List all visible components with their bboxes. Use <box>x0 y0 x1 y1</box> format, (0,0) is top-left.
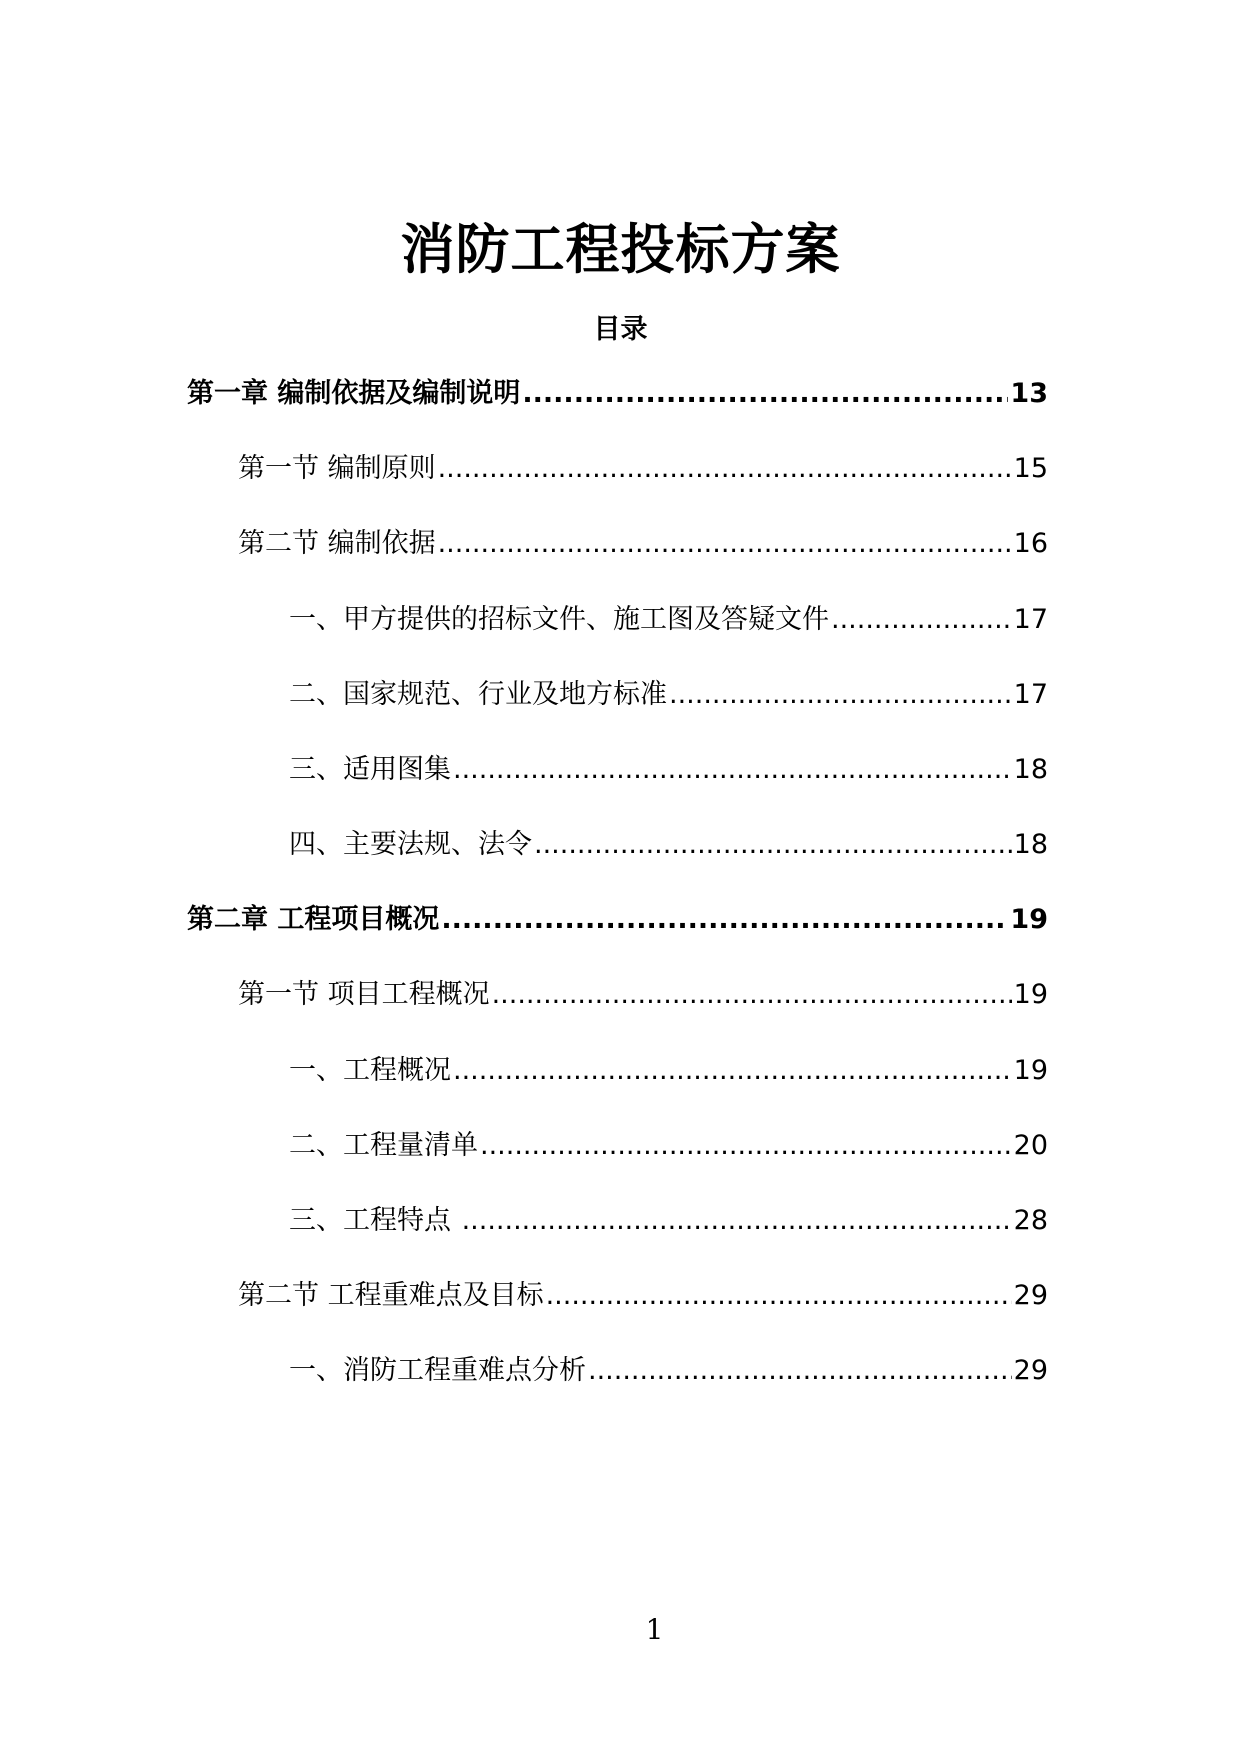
toc-entry-subsection[interactable] <box>0 1351 1048 1391</box>
toc-entry-section[interactable] <box>0 449 1048 489</box>
toc-entry-page: 15 <box>1013 453 1048 484</box>
toc-entry-subsection[interactable] <box>0 1201 1048 1241</box>
toc-entry-chapter[interactable] <box>0 374 1048 414</box>
toc-entry-subsection[interactable] <box>0 1051 1048 1091</box>
toc-entry-label: 第一节 编制原则 <box>238 453 436 484</box>
toc-entry-subsection[interactable] <box>0 675 1048 715</box>
toc-leader-dots <box>438 449 1012 489</box>
toc-leader-dots <box>441 900 1008 940</box>
toc-entry-label: 第一节 项目工程概况 <box>238 979 490 1010</box>
toc-entry-label: 第二节 编制依据 <box>238 528 436 559</box>
toc-entry-page: 17 <box>1013 679 1048 710</box>
toc-entry-page: 17 <box>1013 604 1048 635</box>
page-number: 1 <box>645 1613 664 1646</box>
toc-leader-dots <box>831 600 1012 640</box>
toc-entry-label: 二、国家规范、行业及地方标准 <box>289 679 667 710</box>
toc-entry-subsection[interactable] <box>0 825 1048 865</box>
toc-entry-label: 一、甲方提供的招标文件、施工图及答疑文件 <box>289 604 829 635</box>
toc-entry-label: 一、消防工程重难点分析 <box>289 1355 586 1386</box>
toc-leader-dots <box>462 1201 1012 1241</box>
toc-leader-dots <box>522 374 1008 414</box>
toc-entry-section[interactable] <box>0 524 1048 564</box>
toc-entry-page: 16 <box>1013 528 1048 559</box>
toc-leader-dots <box>492 975 1012 1015</box>
toc-entry-page: 29 <box>1013 1355 1048 1386</box>
toc-entry-page: 19 <box>1013 979 1048 1010</box>
toc-entry-page: 28 <box>1013 1205 1048 1236</box>
toc-entry-chapter[interactable] <box>0 900 1048 940</box>
toc-entry-page: 20 <box>1013 1130 1048 1161</box>
toc-entry-label: 三、适用图集 <box>289 754 451 785</box>
toc-leader-dots <box>438 524 1012 564</box>
toc-entry-page: 18 <box>1013 754 1048 785</box>
toc-leader-dots <box>453 1051 1012 1091</box>
toc-entry-subsection[interactable] <box>0 600 1048 640</box>
document-title: 消防工程投标方案 <box>400 218 841 282</box>
toc-entry-page: 18 <box>1013 829 1048 860</box>
toc-leader-dots <box>480 1126 1012 1166</box>
toc-entry-section[interactable] <box>0 975 1048 1015</box>
toc-entry-section[interactable] <box>0 1276 1048 1316</box>
toc-entry-subsection[interactable] <box>0 750 1048 790</box>
toc-entry-page: 19 <box>1010 904 1048 935</box>
toc-leader-dots <box>546 1276 1012 1316</box>
toc-entry-label: 四、主要法规、法令 <box>289 829 532 860</box>
toc-entry-page: 19 <box>1013 1055 1048 1086</box>
toc-entry-label: 第一章 编制依据及编制说明 <box>187 378 521 409</box>
toc-leader-dots <box>669 675 1012 715</box>
toc-entry-label: 三、工程特点 <box>289 1205 460 1236</box>
toc-entry-label: 第二节 工程重难点及目标 <box>238 1280 544 1311</box>
toc-leader-dots <box>453 750 1012 790</box>
toc-leader-dots <box>534 825 1012 865</box>
toc-leader-dots <box>588 1351 1012 1391</box>
toc-entry-page: 13 <box>1010 378 1048 409</box>
toc-heading: 目录 <box>593 314 648 345</box>
toc-entry-label: 二、工程量清单 <box>289 1130 478 1161</box>
toc-entry-label: 一、工程概况 <box>289 1055 451 1086</box>
toc-entry-subsection[interactable] <box>0 1126 1048 1166</box>
toc-entry-page: 29 <box>1013 1280 1048 1311</box>
toc-entry-label: 第二章 工程项目概况 <box>187 904 440 935</box>
